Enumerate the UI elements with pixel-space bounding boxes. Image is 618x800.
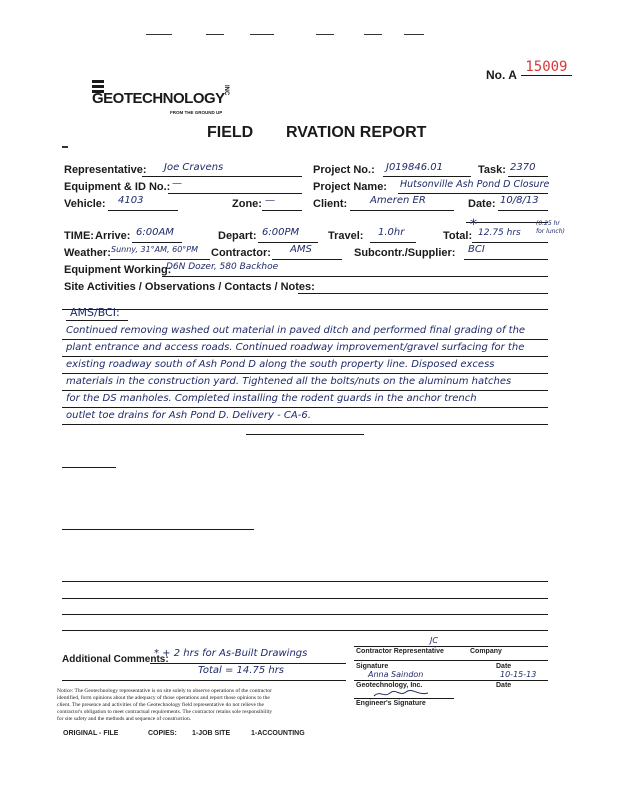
- task-line: [508, 176, 548, 177]
- date-value: 10/8/13: [500, 195, 539, 206]
- project-name-label: Project Name:: [313, 181, 387, 193]
- report-number-value: 15009: [521, 59, 571, 76]
- weather-line: [110, 259, 210, 260]
- notice-line: identified, form opinions about the adequacy of those operations and report those opinions to the: [57, 695, 270, 701]
- footer-copies: COPIES:: [148, 730, 177, 737]
- top-dash: [206, 34, 224, 35]
- narrative-text-line: materials in the construction yard. Tightened all the bolts/nuts on the aluminum hatches: [66, 376, 512, 387]
- additional-comments-label: Additional Comments:: [62, 654, 169, 665]
- blank-line: [62, 614, 548, 615]
- narrative-text-line: Continued removing washed out material in paved ditch and performed final grading of the: [66, 325, 526, 336]
- partial-line: [62, 467, 116, 468]
- arrive-line: [132, 242, 182, 243]
- travel-label: Travel:: [328, 230, 364, 242]
- task-value: 2370: [510, 162, 536, 173]
- subcontractor-label: Subcontr./Supplier:: [354, 247, 456, 259]
- narrative-heading: AMS/BCI:: [70, 306, 120, 319]
- narrative-text-line: plant entrance and access roads. Continued roadway improvement/gravel surfacing for the: [66, 342, 525, 353]
- geotech-company-label: Geotechnology, Inc.: [356, 682, 423, 689]
- zone-label: Zone:: [232, 198, 262, 210]
- report-title-left: FIELD: [207, 124, 254, 141]
- contractor-rep-label: Contractor Representative: [356, 648, 444, 655]
- representative-line: [142, 176, 302, 177]
- signature-name: Anna Saindon: [368, 670, 424, 679]
- notice-line: contractor's obligation to meet contractual requirements. The contractor retains sole responsibility: [57, 709, 273, 715]
- contractor-value: AMS: [290, 244, 312, 255]
- project-name-line: [398, 193, 548, 194]
- heading-underline: [66, 320, 128, 321]
- narrative-line: [62, 390, 548, 391]
- engineer-line: [354, 698, 454, 699]
- zone-line: [262, 210, 302, 211]
- top-dash: [146, 34, 172, 35]
- date2-label: Date: [496, 682, 512, 689]
- footer-jobsite: 1-JOB SITE: [192, 730, 231, 737]
- depart-value: 6:00PM: [262, 227, 300, 238]
- subcontractor-line: [464, 259, 548, 260]
- footer-accounting: 1-ACCOUNTING: [251, 730, 305, 737]
- total-label: Total:: [443, 230, 473, 242]
- equipment-line: [168, 193, 302, 194]
- date-line: [498, 210, 548, 211]
- blank-line: [62, 598, 548, 599]
- total-note: (0.25 hr for lunch): [536, 220, 565, 235]
- contractor-rep-line: [354, 646, 548, 647]
- engineer-label: Engineer's Signature: [356, 700, 426, 707]
- total-line: [472, 242, 548, 243]
- equipment-working-label: Equipment Working:: [64, 264, 172, 276]
- partial-line: [62, 529, 254, 530]
- equipment-working-value: D6N Dozer, 580 Backhoe: [166, 262, 279, 272]
- additional-line2: [62, 680, 346, 681]
- top-dash: [250, 34, 274, 35]
- notice-line: for site safety and the methods and sequence of construction.: [57, 716, 192, 722]
- signature-label: Signature: [356, 663, 389, 670]
- signature-line-top: [354, 660, 548, 661]
- report-title-right: RVATION REPORT: [286, 124, 427, 141]
- depart-label: Depart:: [218, 230, 257, 242]
- report-number-prefix: No. A: [486, 68, 517, 82]
- project-no-label: Project No.:: [313, 164, 375, 176]
- date-sig-label: Date: [496, 663, 512, 670]
- narrative-line: [62, 424, 548, 425]
- narrative-text-line: outlet toe drains for Ash Pond D. Delivery - CA-6.: [66, 410, 311, 421]
- vehicle-label: Vehicle:: [64, 198, 106, 210]
- client-label: Client:: [313, 198, 348, 210]
- arrive-value: 6:00AM: [136, 227, 174, 238]
- narrative-text-line: existing roadway south of Ash Pond D along the south property line. Disposed excess: [66, 359, 495, 370]
- blank-line: [62, 581, 548, 582]
- signature-line: [354, 680, 548, 681]
- travel-value: 1.0hr: [378, 227, 405, 238]
- client-line: [350, 210, 454, 211]
- date-label: Date:: [468, 198, 496, 210]
- weather-value: Sunny, 31°AM, 60°PM: [111, 245, 199, 254]
- initials: JC: [430, 636, 438, 645]
- narrative-line: [62, 356, 548, 357]
- top-dash: [316, 34, 334, 35]
- contractor-label: Contractor:: [211, 247, 271, 259]
- zone-value: —: [265, 195, 275, 206]
- notice-block: [57, 688, 347, 723]
- partial-line: [246, 434, 364, 435]
- project-no-line: [383, 176, 471, 177]
- site-activities-label: Site Activities / Observations / Contacts / Notes:: [64, 281, 315, 293]
- client-value: Ameren ER: [370, 195, 426, 206]
- blank-line: [62, 630, 548, 631]
- equipment-label: Equipment & ID No.:: [64, 181, 171, 193]
- additional-line1: [150, 663, 346, 664]
- subcontractor-value: BCI: [468, 244, 485, 255]
- time-label: TIME:: [64, 230, 94, 242]
- top-dash: [404, 34, 424, 35]
- project-name-value: Hutsonville Ash Pond D Closure: [400, 179, 550, 190]
- footer-original: ORIGINAL - FILE: [63, 730, 119, 737]
- task-label: Task:: [478, 164, 506, 176]
- representative-value: Joe Cravens: [164, 162, 224, 173]
- narrative-line: [62, 407, 548, 408]
- signature-date: 10-15-13: [500, 670, 537, 679]
- total-value: 12.75 hrs: [478, 228, 521, 238]
- total-mark: *: [470, 217, 477, 233]
- report-number: [486, 59, 572, 84]
- depart-line: [258, 242, 318, 243]
- narrative-line: [62, 339, 548, 340]
- travel-line: [370, 242, 416, 243]
- project-no-value: J019846.01: [386, 162, 444, 173]
- additional-comments-line1: * + 2 hrs for As-Built Drawings: [154, 648, 308, 659]
- arrive-label: Arrive:: [95, 230, 131, 242]
- vehicle-line: [108, 210, 178, 211]
- logo-name: GEOTECHNOLOGY: [92, 90, 225, 107]
- equipment-value: —: [172, 178, 182, 189]
- narrative-text-line: for the DS manholes. Completed installing the rodent guards in the anchor trench: [66, 393, 477, 404]
- notice-line: client. The presence and activities of the Geotechnology field representative do not relieve the: [57, 702, 264, 708]
- representative-label: Representative:: [64, 164, 147, 176]
- contractor-line: [272, 259, 342, 260]
- notice-line: Notice: The Geotechnology representative is on site solely to observe operations of the contractor: [57, 688, 272, 694]
- additional-comments-line2: Total = 14.75 hrs: [198, 665, 285, 676]
- equipment-working-line: [162, 276, 548, 277]
- stray-mark: [62, 146, 68, 148]
- notes-line: [62, 309, 548, 310]
- narrative-line: [62, 373, 548, 374]
- weather-label: Weather:: [64, 247, 111, 259]
- site-activities-line: [298, 293, 548, 294]
- top-dash: [364, 34, 382, 35]
- company-label: Company: [470, 648, 502, 655]
- vehicle-value: 4103: [118, 195, 144, 206]
- logo-suffix: INC: [223, 85, 229, 96]
- logo-tagline: FROM THE GROUND UP: [170, 110, 223, 115]
